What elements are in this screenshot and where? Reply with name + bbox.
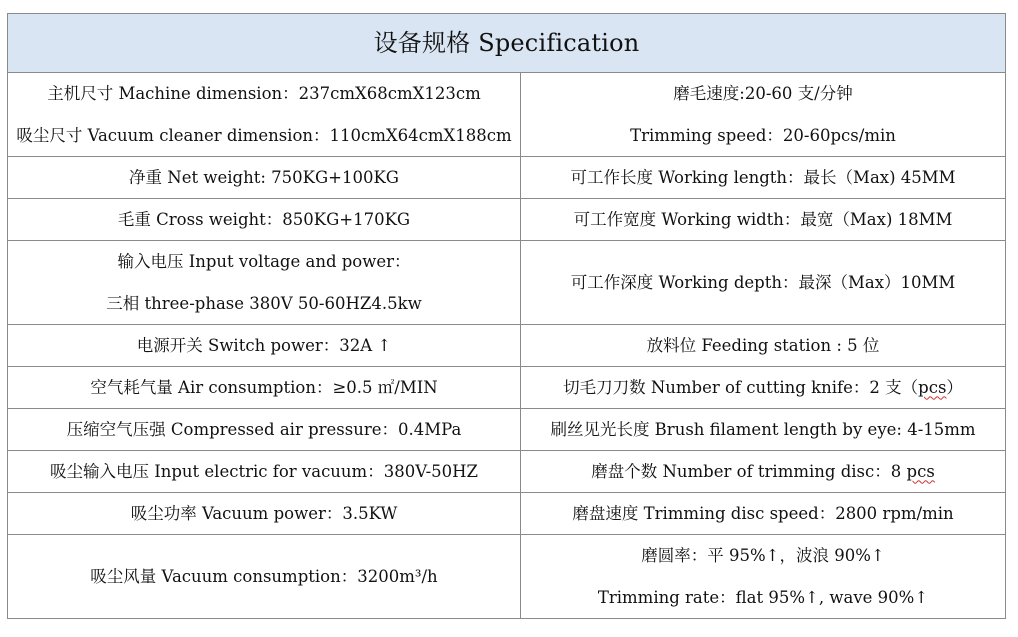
- spec-cell-trimming-rate: [521, 535, 1006, 619]
- spec-cell-air-pressure: 压缩空气压强 Compressed air pressure：0.4MPa: [8, 409, 521, 451]
- spec-cell-vacuum-consumption: 吸尘风量 Vacuum consumption：3200m³/h: [8, 535, 521, 619]
- spec-text: Trimming speed：20-60pcs/min: [630, 125, 896, 145]
- specification-table: [7, 13, 1006, 619]
- table-row: [8, 199, 1006, 241]
- spell-check-underlined-text: pcs: [906, 461, 935, 481]
- spec-cell-working-width: 可工作宽度 Working width：最宽（Max) 18MM: [521, 199, 1006, 241]
- spec-cell-feeding-station: 放料位 Feeding station : 5 位: [521, 325, 1006, 367]
- spec-cell-cross-weight: 毛重 Cross weight：850KG+170KG: [8, 199, 521, 241]
- table-row: [8, 367, 1006, 409]
- table-row: [8, 493, 1006, 535]
- spec-text: 切毛刀刀数 Number of cutting knife：2 支（: [563, 377, 919, 397]
- spec-cell-trimming-speed: [521, 73, 1006, 157]
- spec-text: 三相 three-phase 380V 50-60HZ4.5kw: [106, 293, 422, 313]
- spec-text: 输入电压 Input voltage and power：: [117, 251, 411, 271]
- table-title: 设备规格 Specification: [8, 14, 1006, 73]
- spec-text: 磨毛速度:20-60 支/分钟: [673, 83, 853, 103]
- table-row: [8, 535, 1006, 619]
- spec-text: 磨盘个数 Number of trimming disc：8: [591, 461, 907, 481]
- spec-cell-cutting-knife: [521, 367, 1006, 409]
- spec-cell-vacuum-input-voltage: 吸尘输入电压 Input electric for vacuum：380V-50HZ: [8, 451, 521, 493]
- spec-cell-brush-filament: 刷丝见光长度 Brush filament length by eye: 4-15mm: [521, 409, 1006, 451]
- spec-cell-vacuum-power: 吸尘功率 Vacuum power：3.5KW: [8, 493, 521, 535]
- spec-cell-working-depth: 可工作深度 Working depth：最深（Max）10MM: [521, 241, 1006, 325]
- spec-text: ）: [946, 377, 963, 397]
- table-row: [8, 451, 1006, 493]
- table-row: [8, 241, 1006, 325]
- table-row: [8, 157, 1006, 199]
- spec-text: 吸尘尺寸 Vacuum cleaner dimension：110cmX64cmX188cm: [16, 125, 512, 145]
- spec-cell-trimming-disc-speed: 磨盘速度 Trimming disc speed：2800 rpm/min: [521, 493, 1006, 535]
- spec-text: 主机尺寸 Machine dimension：237cmX68cmX123cm: [47, 83, 481, 103]
- spec-cell-switch-power: 电源开关 Switch power：32A ↑: [8, 325, 521, 367]
- table-row: [8, 73, 1006, 157]
- spell-check-underlined-text: pcs: [918, 377, 947, 397]
- spec-cell-net-weight: 净重 Net weight: 750KG+100KG: [8, 157, 521, 199]
- spec-cell-input-voltage: [8, 241, 521, 325]
- spec-text: 磨圆率：平 95%↑，波浪 90%↑: [641, 545, 885, 565]
- table-row: [8, 409, 1006, 451]
- table-row: [8, 325, 1006, 367]
- spec-text: Trimming rate：flat 95%↑, wave 90%↑: [597, 587, 929, 607]
- spec-cell-machine-dimension: [8, 73, 521, 157]
- spec-cell-working-length: 可工作长度 Working length：最长（Max) 45MM: [521, 157, 1006, 199]
- table-title-row: [8, 14, 1006, 73]
- spec-cell-trimming-disc-count: [521, 451, 1006, 493]
- spec-cell-air-consumption: 空气耗气量 Air consumption：≥0.5 ㎡/MIN: [8, 367, 521, 409]
